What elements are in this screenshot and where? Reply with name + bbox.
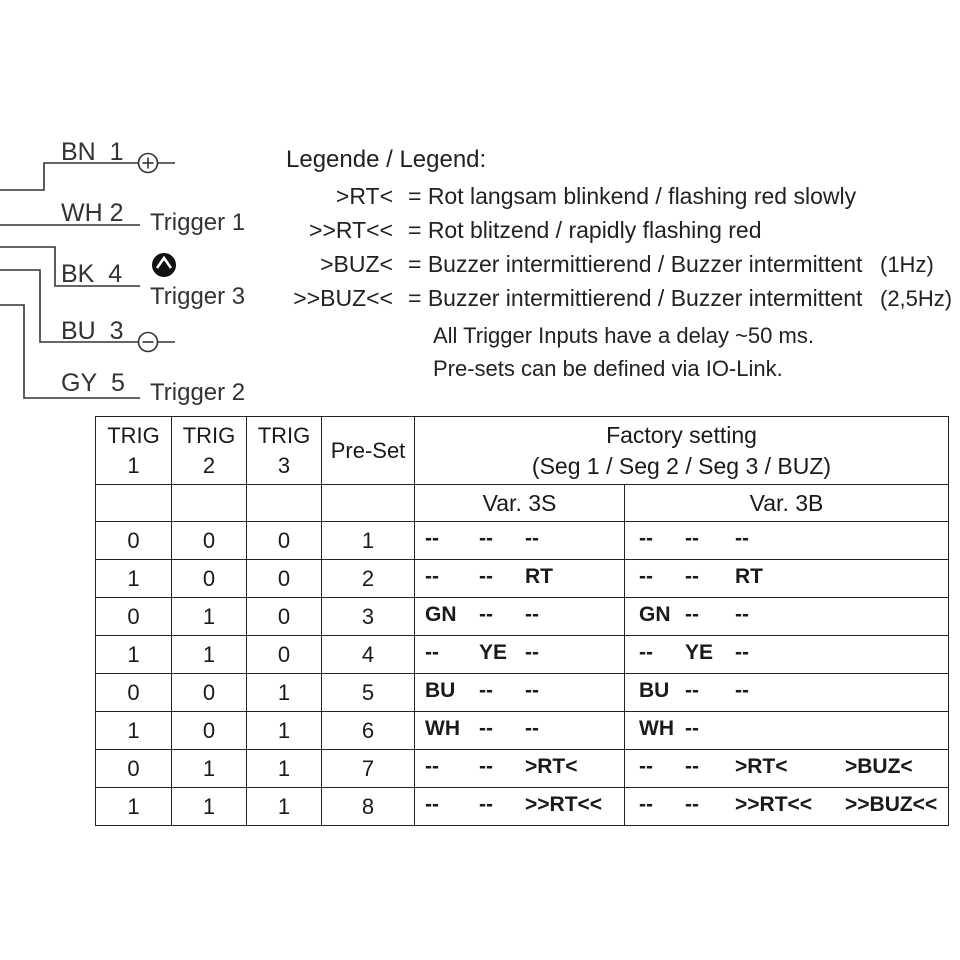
trig-3-cell: 1: [247, 788, 322, 826]
table-row: [96, 522, 949, 560]
trigger-1-label: Trigger 1: [150, 209, 246, 236]
trig-2-cell: 0: [172, 674, 247, 712]
table-row: [96, 636, 949, 674]
wire-wh-label: WH 2: [61, 199, 124, 227]
var-3s-seg-3-value: RT: [525, 565, 553, 588]
wire-bn-label: BN 1: [61, 138, 124, 166]
var-3s-seg-3-value: >RT<: [525, 755, 578, 778]
var-3s-seg-1-value: --: [425, 565, 439, 588]
trig-1-cell: 1: [96, 712, 172, 750]
var-3b-seg-1-value: --: [639, 793, 653, 816]
var-3s-seg-1-value: --: [425, 641, 439, 664]
var-3b-seg-2-value: --: [685, 603, 699, 626]
trig-1-cell: 1: [96, 788, 172, 826]
var-3b-buz-value: >BUZ<: [845, 755, 913, 778]
legend-code-buz-fast: >>BUZ<<: [293, 285, 393, 311]
var-3b-seg-3-value: --: [735, 641, 749, 664]
var-3b-seg-1-value: --: [639, 565, 653, 588]
preset-cell: 6: [322, 712, 415, 750]
preset-cell: 5: [322, 674, 415, 712]
table-row: [96, 598, 949, 636]
preset-cell: 2: [322, 560, 415, 598]
var-3s-seg-3-value: --: [525, 527, 539, 550]
var-3s-cell: [415, 750, 625, 788]
var-3b-cell: [625, 788, 949, 826]
plus-terminal-icon: [139, 154, 158, 173]
var-3b-cell: [625, 598, 949, 636]
var-3b-seg-1-value: GN: [639, 603, 671, 626]
var-3b-seg-3-value: --: [735, 603, 749, 626]
var-3s-seg-2-value: --: [479, 755, 493, 778]
table-row: [96, 750, 949, 788]
trig-1-cell: 0: [96, 674, 172, 712]
var-3s-seg-2-value: --: [479, 793, 493, 816]
header-empty-preset: [322, 485, 415, 522]
note-trigger-delay: All Trigger Inputs have a delay ~50 ms.: [433, 323, 814, 348]
legend-text-buz-slow: = Buzzer intermittierend / Buzzer intermittent: [408, 251, 863, 277]
var-3s-seg-2-value: --: [479, 527, 493, 550]
var-3s-seg-2-value: YE: [479, 641, 508, 664]
trig-1-cell: 0: [96, 598, 172, 636]
var-3b-cell: [625, 522, 949, 560]
legend-freq-buz-fast: (2,5Hz): [880, 286, 953, 311]
var-3b-seg-3-value: >>RT<<: [735, 793, 813, 816]
trig-2-cell: 1: [172, 750, 247, 788]
header-factory-setting: Factory setting (Seg 1 / Seg 2 / Seg 3 / BUZ): [415, 417, 949, 485]
wire-bn: [0, 163, 140, 190]
trigger-3-label: Trigger 3: [150, 283, 246, 310]
var-3b-seg-1-value: WH: [639, 717, 674, 740]
var-3s-cell: [415, 636, 625, 674]
header-trig-3: TRIG 3: [247, 417, 322, 485]
var-3b-cell: [625, 750, 949, 788]
var-3s-seg-1-value: --: [425, 755, 439, 778]
var-3s-seg-1-value: BU: [425, 679, 456, 702]
legend-text-rt-slow: = Rot langsam blinkend / flashing red slowly: [408, 183, 857, 209]
preset-cell: 1: [322, 522, 415, 560]
legend-code-rt-slow: >RT<: [335, 183, 393, 209]
table-row: [96, 560, 949, 598]
trig-2-cell: 0: [172, 522, 247, 560]
trig-3-cell: 1: [247, 750, 322, 788]
legend-freq-buz-slow: (1Hz): [880, 252, 934, 277]
var-3b-seg-2-value: --: [685, 679, 699, 702]
var-3b-seg-3-value: --: [735, 527, 749, 550]
trig-1-cell: 1: [96, 560, 172, 598]
trig-2-cell: 0: [172, 560, 247, 598]
io-link-icon: [152, 253, 176, 277]
var-3b-seg-1-value: --: [639, 527, 653, 550]
var-3s-seg-2-value: --: [479, 565, 493, 588]
var-3b-cell: [625, 636, 949, 674]
trig-3-cell: 1: [247, 712, 322, 750]
trig-3-cell: 1: [247, 674, 322, 712]
wire-bu-label: BU 3: [61, 317, 124, 345]
var-3s-cell: [415, 560, 625, 598]
table-row: [96, 788, 949, 826]
legend-code-rt-fast: >>RT<<: [309, 217, 393, 243]
var-3b-seg-2-value: --: [685, 717, 699, 740]
var-3s-seg-3-value: --: [525, 679, 539, 702]
var-3b-seg-1-value: --: [639, 755, 653, 778]
var-3s-seg-1-value: WH: [425, 717, 460, 740]
header-trig-2: TRIG 2: [172, 417, 247, 485]
header-empty-trig-2: [172, 485, 247, 522]
trig-3-cell: 0: [247, 560, 322, 598]
factory-setting-table: [95, 416, 949, 826]
trig-1-cell: 1: [96, 636, 172, 674]
legend-code-buz-slow: >BUZ<: [320, 251, 393, 277]
var-3s-seg-2-value: --: [479, 679, 493, 702]
header-trig-1: TRIG 1: [96, 417, 172, 485]
var-3b-seg-2-value: --: [685, 527, 699, 550]
var-3b-cell: [625, 560, 949, 598]
var-3s-cell: [415, 712, 625, 750]
var-3b-seg-1-value: --: [639, 641, 653, 664]
trig-3-cell: 0: [247, 636, 322, 674]
var-3s-cell: [415, 598, 625, 636]
trigger-2-label: Trigger 2: [150, 379, 246, 406]
var-3b-cell: [625, 674, 949, 712]
trig-1-cell: 0: [96, 522, 172, 560]
wire-gy-label: GY 5: [61, 369, 125, 397]
header-var-3b: Var. 3B: [625, 485, 949, 522]
var-3s-cell: [415, 522, 625, 560]
var-3b-seg-2-value: --: [685, 565, 699, 588]
var-3s-seg-2-value: --: [479, 717, 493, 740]
table-row: [96, 712, 949, 750]
trig-2-cell: 1: [172, 636, 247, 674]
legend-text-buz-fast: = Buzzer intermittierend / Buzzer intermittent: [408, 285, 863, 311]
var-3s-seg-1-value: GN: [425, 603, 457, 626]
var-3b-cell: [625, 712, 949, 750]
var-3s-seg-3-value: --: [525, 603, 539, 626]
var-3b-seg-3-value: >RT<: [735, 755, 788, 778]
legend-text-rt-fast: = Rot blitzend / rapidly flashing red: [408, 217, 762, 243]
var-3s-seg-1-value: --: [425, 527, 439, 550]
trig-2-cell: 1: [172, 788, 247, 826]
header-preset: Pre-Set: [322, 417, 415, 485]
preset-cell: 4: [322, 636, 415, 674]
var-3b-seg-3-value: RT: [735, 565, 763, 588]
var-3s-seg-3-value: >>RT<<: [525, 793, 603, 816]
preset-cell: 3: [322, 598, 415, 636]
var-3s-seg-1-value: --: [425, 793, 439, 816]
trig-1-cell: 0: [96, 750, 172, 788]
var-3s-seg-3-value: --: [525, 641, 539, 664]
var-3b-seg-1-value: BU: [639, 679, 670, 702]
preset-cell: 8: [322, 788, 415, 826]
trig-3-cell: 0: [247, 522, 322, 560]
var-3b-buz-value: >>BUZ<<: [845, 793, 938, 816]
legend-title: Legende / Legend:: [286, 146, 487, 173]
var-3s-seg-2-value: --: [479, 603, 493, 626]
minus-terminal-icon: [139, 333, 158, 352]
var-3b-seg-2-value: --: [685, 755, 699, 778]
var-3s-cell: [415, 674, 625, 712]
var-3s-cell: [415, 788, 625, 826]
header-empty-trig-1: [96, 485, 172, 522]
trig-2-cell: 1: [172, 598, 247, 636]
wire-bk-label: BK 4: [61, 260, 123, 288]
var-3b-seg-2-value: --: [685, 793, 699, 816]
var-3s-seg-3-value: --: [525, 717, 539, 740]
header-var-3s: Var. 3S: [415, 485, 625, 522]
header-empty-trig-3: [247, 485, 322, 522]
trig-2-cell: 0: [172, 712, 247, 750]
table-row: [96, 674, 949, 712]
note-presets-io-link: Pre-sets can be defined via IO-Link.: [433, 356, 783, 381]
trig-3-cell: 0: [247, 598, 322, 636]
preset-cell: 7: [322, 750, 415, 788]
var-3b-seg-3-value: --: [735, 679, 749, 702]
var-3b-seg-2-value: YE: [685, 641, 714, 664]
